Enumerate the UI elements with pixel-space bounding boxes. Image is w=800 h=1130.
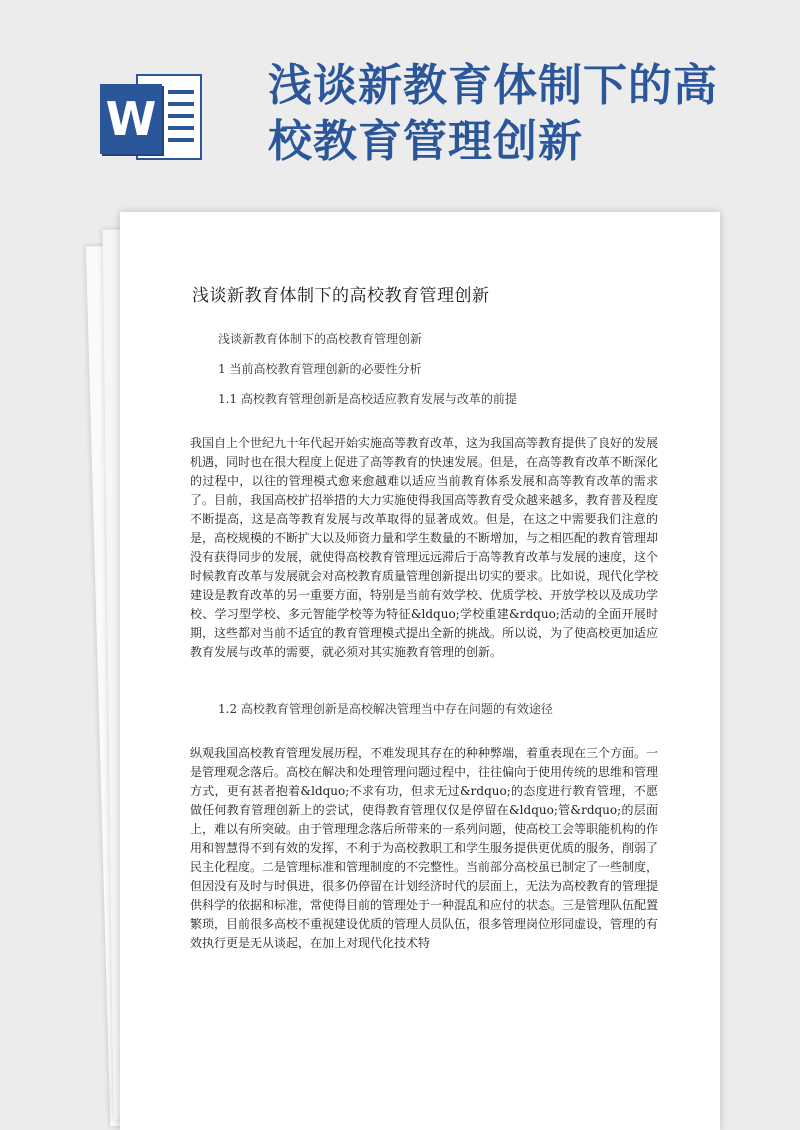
document-page xyxy=(120,212,720,1130)
word-letter-badge: W xyxy=(100,84,162,154)
sheet-line xyxy=(168,138,194,142)
sheet-line xyxy=(168,126,194,130)
paragraph-1: 我国自上个世纪九十年代起开始实施高等教育改革，这为我国高等教育提供了良好的发展机遇，同时也在很大程度上促进了高等教育的快速发展。但是，在高等教育改革不断深化的过程中，以往的管理模式愈来愈越难以适应当前教育体系发展和高等教育改革的需求了。目前，我国高校扩招举措的大力实施使得我国高等教育受众越来越多，教育普及程度不断提高，这是高等教育发展与改革取得的显著成效。但是，在这之中需要我们注意的是，高校规模的不断扩大以及师资力量和学生数量的不断增加，与之相匹配的教育管理却没有获得同步的发展，就使得高校教育管理远远滞后于高等教育改革与发展的速度，这个时候教育改革与发展就会对高校教育质量管理创新提出切实的要求。比如说，现代化学校建设是教育改革的另一重要方面，特别是当前有效学校、优质学校、开放学校以及成功学校、学习型学校、多元智能学校等为特征&ldquo;学校重建&rdquo;活动的全面开展时期，这些都对当前不适宜的教育管理模式提出全新的挑战。所以说，为了使高校更加适应教育发展与改革的需要，就必须对其实施教育管理的创新。 xyxy=(190,436,659,659)
document-title: 浅谈新教育体制下的高校教育管理创新 xyxy=(192,286,490,306)
banner xyxy=(0,0,800,200)
section-1-heading: 1 当前高校教育管理创新的必要性分析 xyxy=(218,362,422,376)
sheet-line xyxy=(168,90,194,94)
word-document-icon xyxy=(100,66,210,166)
paragraph-2: 纵观我国高校教育管理发展历程，不难发现其存在的种种弊端，着重表现在三个方面。一是管理观念落后。高校在解决和处理管理问题过程中，往往偏向于使用传统的思维和管理方式，更有甚者抱着&ldquo;不求有功，但求无过&rdquo;的态度进行教育管理，不愿做任何教育管理创新上的尝试，使得教育管理仅仅是停留在&ldquo;管&rdquo;的层面上，难以有所突破。由于管理理念落后所带来的一系列问题，使高校工会等职能机构的作用和智慧得不到有效的发挥，不利于为高校教职工和学生服务提供更优质的服务，削弱了民主化程度。二是管理标准和管理制度的不完整性。当前部分高校虽已制定了一些制度，但因没有及时与时俱进，很多仍停留在计划经济时代的层面上，无法为高校教育的管理提供科学的依据和标准，常使得目前的管理处于一种混乱和应付的状态。三是管理队伍配置繁琐，目前很多高校不重视建设优质的管理人员队伍，很多管理岗位形同虚设，管理的有效执行更是无从谈起，在加上对现代化技术特 xyxy=(190,746,659,950)
sheet-line xyxy=(168,114,194,118)
sheet-line xyxy=(168,102,194,106)
document-subtitle: 浅谈新教育体制下的高校教育管理创新 xyxy=(218,332,423,346)
banner-title: 浅谈新教育体制下的高校教育管理创新 xyxy=(268,60,718,167)
section-1-2-heading: 1.2 高校教育管理创新是高校解决管理当中存在问题的有效途径 xyxy=(218,702,553,716)
section-1-1-heading: 1.1 高校教育管理创新是高校适应教育发展与改革的前提 xyxy=(218,392,517,406)
